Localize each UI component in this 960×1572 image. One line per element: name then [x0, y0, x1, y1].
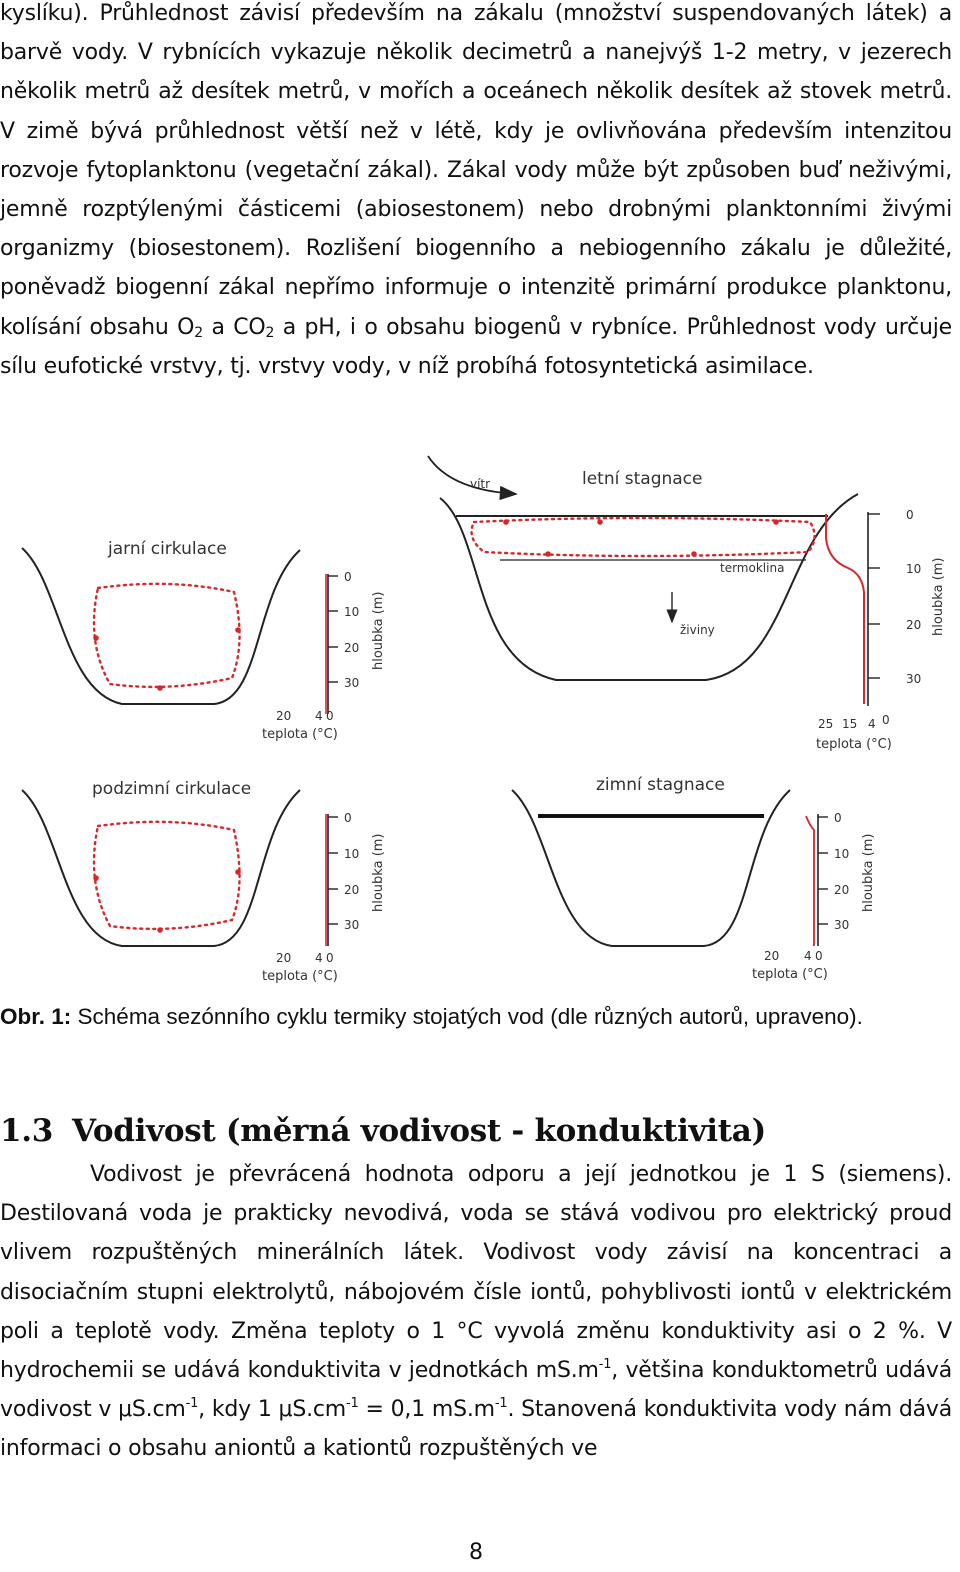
- spring-circulation-loop: [94, 584, 240, 687]
- winter-temp-tick: 0: [815, 949, 823, 963]
- nutrients-label: živiny: [680, 623, 715, 637]
- spring-depth-tick: 0: [344, 570, 352, 584]
- autumn-temp-tick: 4: [315, 951, 323, 965]
- spring-temp-tick: 0: [326, 709, 334, 723]
- section-title: Vodivost (měrná vodivost - konduktivita): [72, 1113, 766, 1149]
- summer-depth-tick: 10: [906, 562, 922, 576]
- autumn-depth-tick: 10: [344, 847, 360, 861]
- spring-depth-tick: 10: [344, 605, 360, 619]
- summer-temp-label: teplota (°C): [816, 737, 892, 752]
- summer-depth-label: hloubka (m): [931, 557, 946, 636]
- spring-red-dot: [93, 635, 99, 641]
- spring-temp-tick: 20: [276, 709, 292, 723]
- page-number: 8: [469, 1540, 483, 1565]
- summer-temp-tick: 25: [818, 717, 834, 731]
- wind-label: vítr: [470, 477, 491, 491]
- autumn-circulation-panel: [22, 779, 386, 984]
- summer-stagnation-panel: [428, 456, 946, 752]
- winter-depth-tick: 30: [834, 918, 850, 932]
- autumn-circulation-loop: [94, 822, 240, 929]
- spring-circulation-panel: [22, 539, 386, 742]
- section-heading: [0, 1106, 766, 1156]
- spring-depth-tick: 30: [344, 676, 360, 690]
- summer-title: letní stagnace: [582, 469, 703, 489]
- autumn-temp-tick: 20: [276, 951, 292, 965]
- autumn-title: podzimní cirkulace: [92, 779, 252, 799]
- spring-temp-tick: 4: [315, 709, 323, 723]
- winter-temp-tick: 4: [804, 949, 812, 963]
- summer-temp-profile: [826, 514, 864, 704]
- spring-temp-label: teplota (°C): [262, 727, 338, 742]
- winter-temp-tick: 20: [764, 949, 780, 963]
- spring-depth-tick: 20: [344, 641, 360, 655]
- winter-depth-tick: 0: [834, 811, 842, 825]
- summer-temp-tick: 15: [842, 717, 858, 731]
- spring-red-dot: [235, 627, 241, 633]
- paragraph-transparency: kyslíku). Průhlednost závisí především na zákalu (množství suspendovaných látek) a barvě vody. V rybnících vykazuje několik decimetrů a nanejvýš 1-2 metry, v jezerech několik metrů až desítek metrů, v mořích a oceánech několik desítek až stovek metrů. V zimě bývá průhlednost větší než v létě, kdy je ovlivňována především intenzitou rozvoje fytoplanktonu (vegetační zákal). Zákal vody může být způsoben buď neživými, jemně rozptýlenými částicemi (abiosestonem) nebo drobnými planktonními živými organizmy (biosestonem). Rozlišení biogenního a nebiogenního zákalu je důležité, poněvadž biogenní zákal nepřímo informuje o intenzitě primární produkce planktonu, kolísání obsahu $O_2$ a $CO_2$ a pH, i o obsahu biogenů v rybníce. Průhlednost vody určuje sílu eufotické vrstvy, tj. vrstvy vody, v níž probíhá fotosyntetická asimilace.: [0, 1, 952, 379]
- summer-depth-tick: 30: [906, 672, 922, 686]
- summer-temp-tick: 4: [868, 717, 876, 731]
- winter-temp-profile: [806, 816, 814, 946]
- winter-depth-label: hloubka (m): [861, 833, 876, 912]
- winter-temp-label: teplota (°C): [752, 967, 828, 982]
- spring-depth-label: hloubka (m): [371, 591, 386, 670]
- paragraph-conductivity: Vodivost je převrácená hodnota odporu a její jednotkou je 1 S (siemens). Destilovaná voda je prakticky nevodivá, voda se stává vodivou pro elektrický proud vlivem rozpuštěných minerálních látek. Vodivost vody závisí na koncentraci a disociačním stupni elektrolytů, nábojovém čísle iontů, pohyblivosti iontů v elektrickém poli a teplotě vody. Změna teploty o 1 °C vyvolá změnu konduktivity asi o 2 %. V hydrochemii se udává konduktivita v jednotkách $mS.m^{-1}$, většina konduktometrů udává vodivost v $\mu S.cm^{-1}$, kdy 1 $\mu S.cm^{-1} = 0,1$ $mS.m^{-1}$. Stanovená konduktivita vody nám dává informaci o obsahu aniontů a kationtů rozpuštěných ve: [0, 1162, 952, 1462]
- caption-text: Schéma sezónního cyklu termiky stojatých vod (dle různých autorů, upraveno).: [71, 1004, 863, 1029]
- section-number: 1.3: [0, 1113, 54, 1149]
- winter-title: zimní stagnace: [596, 775, 725, 795]
- thermocline-label: termoklina: [720, 561, 785, 575]
- autumn-temp-label: teplota (°C): [262, 969, 338, 984]
- spring-red-dot: [157, 685, 163, 691]
- autumn-temp-tick: 0: [326, 951, 334, 965]
- autumn-depth-tick: 0: [344, 811, 352, 825]
- summer-depth-tick: 0: [906, 508, 914, 522]
- winter-basin: [512, 790, 790, 946]
- thermal-cycle-figure: [0, 442, 960, 1002]
- summer-temp-tick: 0: [882, 713, 890, 727]
- spring-basin: [22, 548, 300, 704]
- autumn-depth-label: hloubka (m): [371, 833, 386, 912]
- caption-label: Obr. 1:: [0, 1004, 72, 1029]
- autumn-depth-tick: 30: [344, 918, 360, 932]
- winter-depth-tick: 10: [834, 847, 850, 861]
- autumn-basin: [22, 790, 300, 946]
- spring-title: jarní cirkulace: [108, 539, 227, 559]
- summer-depth-tick: 20: [906, 618, 922, 632]
- figure-caption: [0, 1000, 952, 1034]
- winter-stagnation-panel: [512, 775, 876, 982]
- autumn-depth-tick: 20: [344, 883, 360, 897]
- winter-depth-tick: 20: [834, 883, 850, 897]
- epilimnion-loop: [472, 518, 815, 556]
